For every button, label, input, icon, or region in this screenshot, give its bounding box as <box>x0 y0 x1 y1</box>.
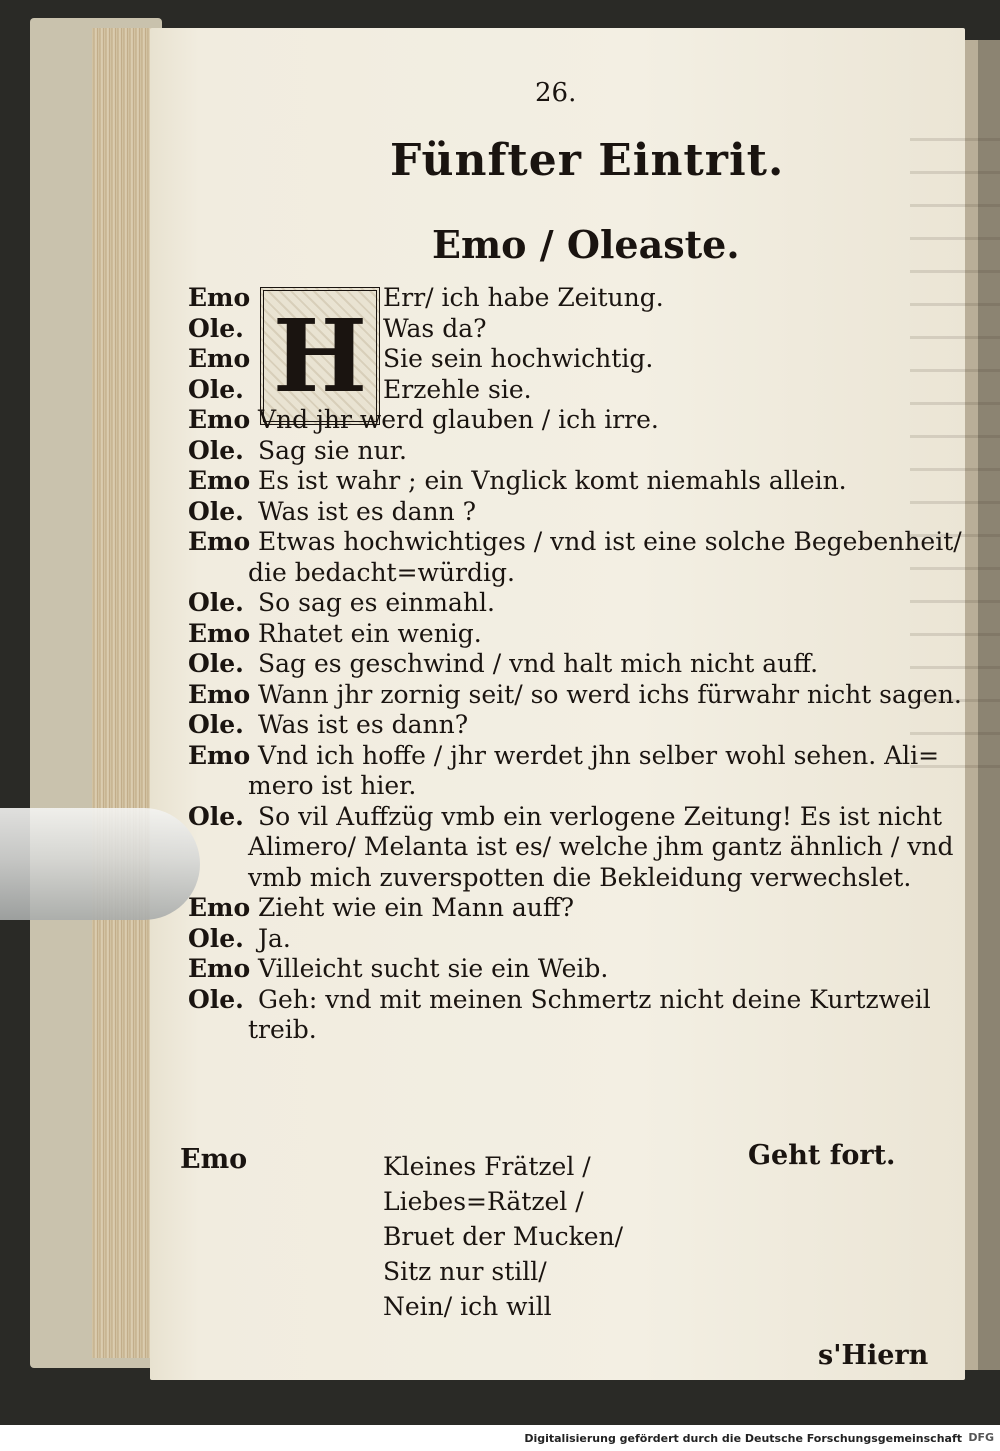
dialogue-line: die bedacht=würdig. <box>248 557 515 587</box>
dialogue-line: Erzehle sie. <box>383 374 532 404</box>
dialogue-line: Err/ ich habe Zeitung. <box>383 283 664 312</box>
speaker-label: Ole. <box>188 923 244 953</box>
dialogue-line: So vil Auffzüg vmb ein verlogene Zeitung! Es ist nicht <box>258 801 942 831</box>
speaker-label: Emo <box>188 405 251 434</box>
page-number: 26. <box>535 78 577 108</box>
dfg-logo-icon: DFG <box>968 1431 994 1444</box>
speaker-label: Emo <box>188 527 251 556</box>
dialogue-line: Was da? <box>383 313 487 343</box>
scanner-glare <box>0 808 200 920</box>
footer-credit: Digitalisierung gefördert durch die Deutsche Forschungsgemeinschaft <box>524 1432 962 1445</box>
speaker-label: Ole. <box>188 649 244 678</box>
poem-line: Sitz nur still/ <box>383 1257 547 1286</box>
speaker-label: Ole. <box>188 801 244 831</box>
speaker-label: Emo <box>188 954 251 983</box>
dialogue-line: Villeicht sucht sie ein Weib. <box>258 954 609 983</box>
dialogue-line: mero ist hier. <box>248 771 417 800</box>
decorated-initial: H <box>260 287 380 425</box>
poem-line: Nein/ ich will <box>383 1292 552 1321</box>
dialogue-line: Vnd ich hoffe / jhr werdet jhn selber wohl sehen. Ali= <box>258 740 940 770</box>
dialogue-line: Es ist wahr ; ein Vnglick komt niemahls allein. <box>258 466 847 495</box>
dialogue-line: Etwas hochwichtiges / vnd ist eine solche Begebenheit/ <box>258 527 962 556</box>
speaker-label: Ole. <box>188 588 244 617</box>
poem-line: Liebes=Rätzel / <box>383 1187 584 1216</box>
speaker-label: Emo <box>188 679 251 709</box>
dialogue-line: Geh: vnd mit meinen Schmertz nicht deine Kurtzweil <box>258 984 931 1014</box>
dialogue-line: Vnd jhr werd glauben / ich irre. <box>258 405 659 434</box>
dialogue-line: treib. <box>248 1015 317 1044</box>
dialogue-line: Was ist es dann ? <box>258 496 477 526</box>
poem-line: Bruet der Mucken/ <box>383 1222 624 1251</box>
poem-line: Kleines Frätzel / <box>383 1152 591 1181</box>
dialogue-line: Alimero/ Melanta ist es/ welche jhm gantz ähnlich / vnd <box>248 832 954 861</box>
dialogue-line: Sag sie nur. <box>258 435 407 465</box>
scene-characters: Emo / Oleaste. <box>432 222 740 267</box>
dialogue-line: Sag es geschwind / vnd halt mich nicht auff. <box>258 649 819 678</box>
dialogue-line: So sag es einmahl. <box>258 588 495 617</box>
speaker-label: Emo <box>188 344 251 373</box>
speaker-label: Ole. <box>188 435 244 465</box>
scene-heading: Fünfter Eintrit. <box>390 135 785 186</box>
dialogue-line: Ja. <box>258 923 291 953</box>
speaker-label: Ole. <box>188 710 244 739</box>
speaker-label: Ole. <box>188 374 244 404</box>
speaker-label: Emo <box>188 893 251 922</box>
speaker-label: Emo <box>188 618 251 648</box>
dialogue-line: Sie sein hochwichtig. <box>383 344 654 373</box>
dialogue-line: Rhatet ein wenig. <box>258 618 482 648</box>
dialogue-line: Wann jhr zornig seit/ so werd ichs fürwahr nicht sagen. <box>258 679 962 709</box>
dialogue-line: Was ist es dann? <box>258 710 469 739</box>
speaker-label: Ole. <box>188 313 244 343</box>
catchword: s'Hiern <box>818 1340 929 1371</box>
speaker-label: Emo <box>188 466 251 495</box>
speaker-label: Emo <box>188 740 251 770</box>
speaker-label: Emo <box>188 283 251 312</box>
dialogue-line: Zieht wie ein Mann auff? <box>258 893 575 922</box>
speaker-label: Ole. <box>188 984 244 1014</box>
speaker-label: Ole. <box>188 496 244 526</box>
dialogue-line: vmb mich zuverspotten die Bekleidung verwechslet. <box>248 862 912 892</box>
stage-direction: Geht fort. <box>748 1140 896 1171</box>
speaker-label: Emo <box>180 1144 248 1175</box>
footer-bar <box>0 1425 1000 1451</box>
